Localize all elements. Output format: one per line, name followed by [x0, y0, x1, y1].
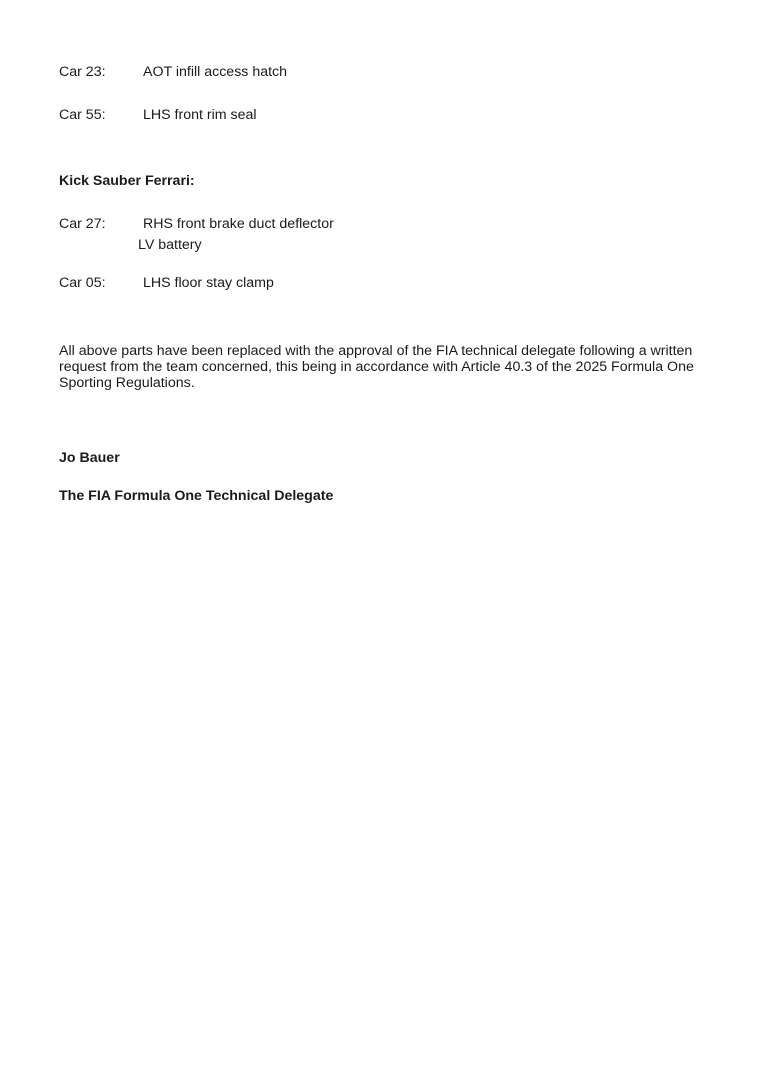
team-heading: Kick Sauber Ferrari:: [59, 172, 195, 189]
car-entry: [59, 107, 739, 123]
document-content: [59, 0, 739, 504]
car-number-label: Car 05:: [59, 275, 106, 292]
car-entry: [59, 275, 739, 291]
car-part-text: LHS front rim seal: [143, 107, 257, 124]
car-part-text: RHS front brake duct deflector: [143, 215, 334, 232]
car-part-text: LHS floor stay clamp: [143, 275, 274, 292]
closing-paragraph: All above parts have been replaced with the approval of the FIA technical delegate following a written request from the team concerned, this being in accordance with Article 40.3 of the 2025 Formula One Sporting Regulations.: [59, 342, 694, 392]
car-part-text-secondary: LV battery: [138, 237, 202, 254]
signature-title: The FIA Formula One Technical Delegate: [59, 487, 334, 504]
car-number-label: Car 55:: [59, 107, 106, 124]
car-number-label: Car 23:: [59, 64, 106, 80]
car-part-text: AOT infill access hatch: [143, 64, 288, 80]
car-entry: [59, 64, 739, 80]
car-number-label: Car 27:: [59, 215, 106, 232]
car-entry: [59, 216, 739, 232]
signature-name: Jo Bauer: [59, 449, 120, 466]
